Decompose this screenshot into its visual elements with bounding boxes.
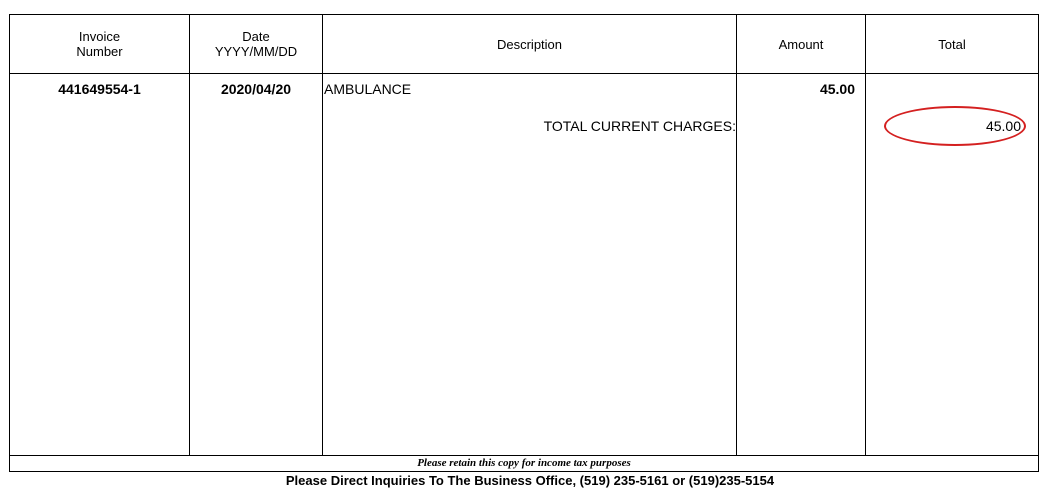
- total-current-charges-value: 45.00: [985, 118, 1021, 134]
- header-divider: [10, 73, 1038, 74]
- total-highlight-circle: [884, 106, 1026, 146]
- header-total: Total: [938, 36, 966, 52]
- column-divider: [322, 15, 323, 455]
- date-cell: 2020/04/20: [220, 81, 292, 97]
- header-description: Description: [496, 36, 563, 52]
- header-date-line1: Date: [242, 29, 270, 44]
- footer-note: Please retain this copy for income tax purposes: [9, 455, 1039, 472]
- header-date: [190, 15, 322, 73]
- header-invoice-number: [10, 15, 189, 73]
- header-date-line2: YYYY/MM/DD: [214, 44, 298, 59]
- invoice-table: [9, 14, 1039, 456]
- description-cell: AMBULANCE: [324, 81, 412, 97]
- amount-cell: 45.00: [819, 81, 855, 97]
- header-amount: Amount: [778, 36, 824, 52]
- total-current-charges-label: TOTAL CURRENT CHARGES:: [543, 118, 736, 134]
- inquiry-note: Please Direct Inquiries To The Business Office, (519) 235-5161 or (519)235-5154: [285, 473, 775, 488]
- header-invoice-line2: Number: [76, 44, 123, 59]
- column-divider: [865, 15, 866, 455]
- invoice-number-cell: 441649554-1: [58, 81, 141, 97]
- header-invoice-line1: Invoice: [78, 29, 121, 44]
